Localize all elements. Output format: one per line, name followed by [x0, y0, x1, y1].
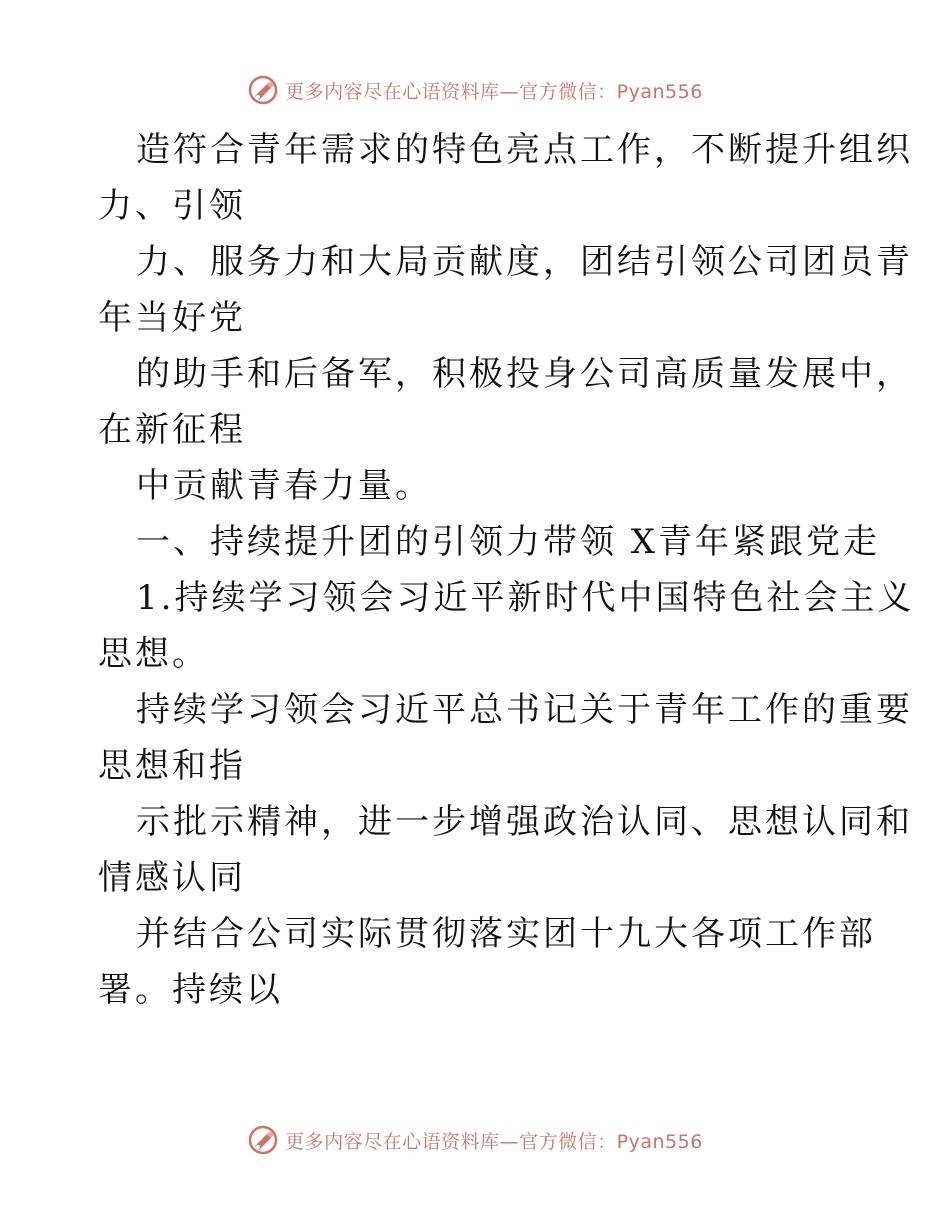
section-heading: 一、持续提升团的引领力带领 X青年紧跟党走	[136, 522, 881, 562]
document-body	[98, 122, 915, 1018]
body-line: 年当好党	[98, 298, 246, 338]
body-line: 示批示精神，进一步增强政治认同、思想认同和	[136, 802, 913, 842]
footer-watermark	[0, 1120, 950, 1160]
body-line: 持续学习领会习近平总书记关于青年工作的重要	[136, 690, 913, 730]
body-line: 力、引领	[98, 186, 246, 226]
body-line: 中贡献青春力量。	[136, 466, 432, 506]
body-line: 的助手和后备军，积极投身公司高质量发展中，	[136, 354, 913, 394]
body-line: 造符合青年需求的特色亮点工作，不断提升组织	[136, 130, 913, 170]
seal-logo-icon	[247, 1124, 279, 1156]
header-watermark	[0, 70, 950, 110]
watermark-text: 更多内容尽在心语资料库—官方微信：Pyan556	[285, 80, 703, 103]
body-line: 思想和指	[98, 746, 246, 786]
body-line: 署。持续以	[98, 970, 283, 1010]
body-line: 思想。	[98, 634, 209, 674]
body-line: 并结合公司实际贯彻落实团十九大各项工作部	[136, 914, 876, 954]
watermark-text: 更多内容尽在心语资料库—官方微信：Pyan556	[285, 1130, 703, 1153]
body-line: 情感认同	[98, 858, 246, 898]
body-line: 在新征程	[98, 410, 246, 450]
subsection-heading: 1.持续学习领会习近平新时代中国特色社会主义	[136, 578, 915, 618]
body-line: 力、服务力和大局贡献度，团结引领公司团员青	[136, 242, 913, 282]
seal-logo-icon	[247, 74, 279, 106]
